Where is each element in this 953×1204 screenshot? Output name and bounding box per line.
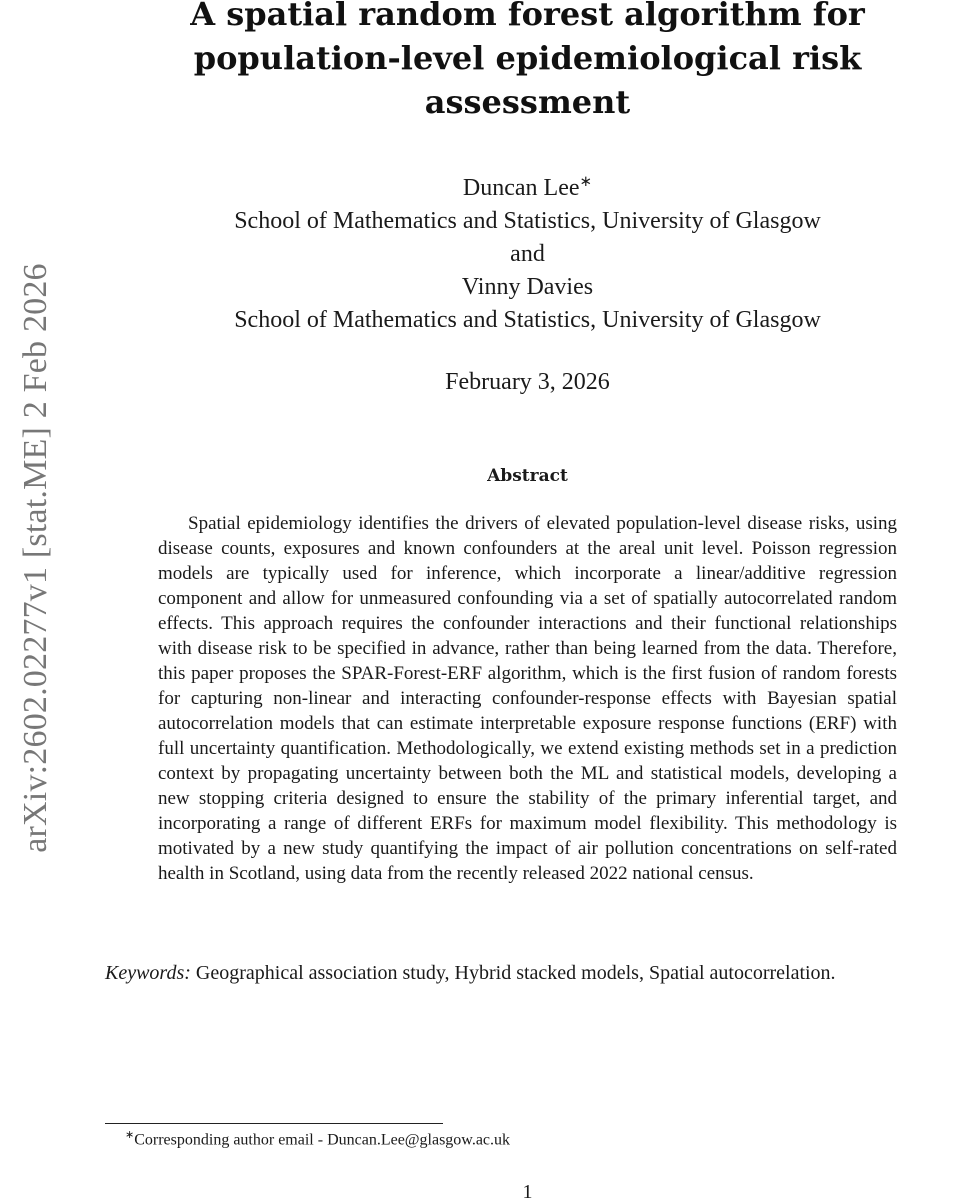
keywords-text: Geographical association study, Hybrid stacked models, Spatial autocorrelation. (195, 962, 836, 984)
author-name: Vinny Davies (461, 274, 594, 300)
arxiv-identifier-text: arXiv:2602.02277v1 [stat.ME] 2 Feb 2026 (17, 263, 54, 853)
abstract-heading: Abstract (487, 466, 568, 486)
author-name-line (160, 172, 895, 205)
keywords-line (105, 962, 953, 985)
author-block (160, 172, 895, 337)
arxiv-identifier-stamp (16, 218, 56, 898)
footnote-mark: ∗ (125, 1129, 135, 1141)
paper-title (160, 0, 895, 124)
footnote (125, 1128, 510, 1149)
footnote-text: Corresponding author email - Duncan.Lee@glasgow.ac.uk (134, 1131, 511, 1149)
publication-date: February 3, 2026 (445, 369, 610, 395)
footnote-marker: ∗ (579, 174, 593, 190)
author-affiliation: School of Mathematics and Statistics, University of Glasgow (234, 307, 821, 333)
title-line: assessment (424, 83, 631, 121)
keywords-label: Keywords: (105, 962, 191, 984)
author-separator: and (510, 241, 545, 267)
title-line: population-level epidemiological risk (193, 39, 862, 77)
title-line: A spatial random forest algorithm for (190, 0, 865, 33)
author-affiliation: School of Mathematics and Statistics, University of Glasgow (234, 208, 821, 234)
abstract-text: Spatial epidemiology identifies the drivers of elevated population-level disease risks, using disease counts, exposures and known confounders at the areal unit level. Poisson regression models are typically used for inference, which incorporate a linear/additive regression component and allow for unmeasured confounding via a set of spatially autocorrelated random effects. This approach requires the confounder interactions and their functional relationships with disease risk to be specified in advance, rather than being learned from the data. Therefore, this paper proposes the SPAR-Forest-ERF algorithm, which is the first fusion of random forests for capturing non-linear and interacting confounder-response effects with Bayesian spatial autocorrelation models that can estimate interpretable exposure response functions (ERF) with full uncertainty quantification. Methodologically, we extend existing methods set in a prediction context by propagating uncertainty between both the ML and statistical models, developing a new stopping criteria designed to ensure the stability of the primary inferential target, and incorporating a range of different ERFs for maximum model flexibility. This methodology is motivated by a new study quantifying the impact of air pollution concentrations on self-rated health in Scotland, using data from the recently released 2022 national census. (158, 513, 897, 884)
page-number: 1 (522, 1181, 533, 1203)
footnote-divider (105, 1123, 443, 1124)
author-name: Duncan Lee (462, 175, 580, 201)
